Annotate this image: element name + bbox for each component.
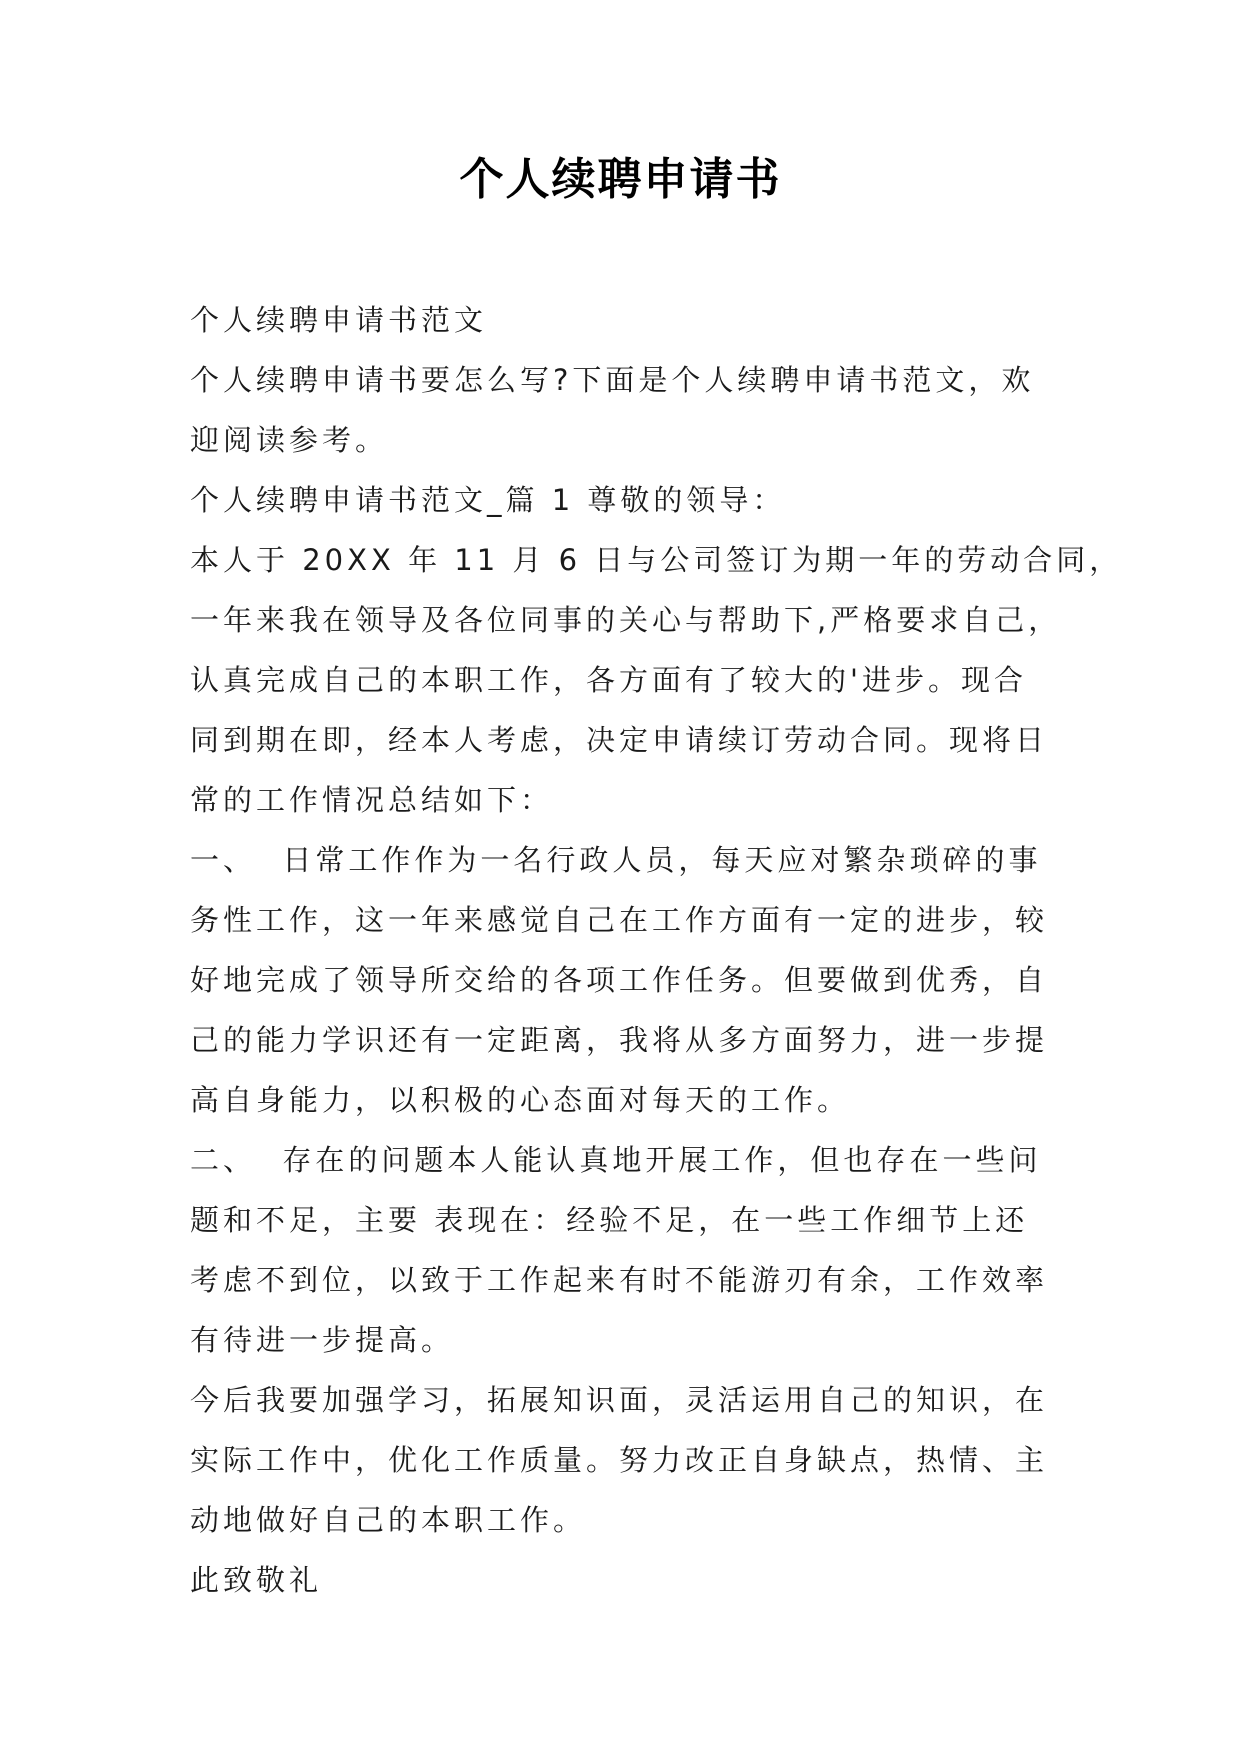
body-line: 二、 存在的问题本人能认真地开展工作，但也存在一些问 xyxy=(190,1143,1042,1177)
body-line: 迎阅读参考。 xyxy=(190,423,389,457)
body-line: 认真完成自己的本职工作，各方面有了较大的'进步。现合 xyxy=(190,663,1027,697)
body-line: 个人续聘申请书范文_篇 1 尊敬的领导： xyxy=(190,483,786,517)
body-line: 动地做好自己的本职工作。 xyxy=(190,1503,587,1537)
body-line: 今后我要加强学习，拓展知识面，灵活运用自己的知识，在 xyxy=(190,1383,1049,1417)
body-line: 好地完成了领导所交给的各项工作任务。但要做到优秀，自 xyxy=(190,963,1049,997)
body-line: 有待进一步提高。 xyxy=(190,1323,455,1357)
body-line: 务性工作，这一年来感觉自己在工作方面有一定的进步，较 xyxy=(190,903,1049,937)
document-body xyxy=(190,290,1123,1610)
body-line: 高自身能力，以积极的心态面对每天的工作。 xyxy=(190,1083,851,1117)
body-line: 个人续聘申请书要怎么写?下面是个人续聘申请书范文，欢 xyxy=(190,363,1035,397)
body-line: 考虑不到位，以致于工作起来有时不能游刃有余，工作效率 xyxy=(190,1263,1049,1297)
body-line: 一年来我在领导及各位同事的关心与帮助下,严格要求自己， xyxy=(190,603,1062,637)
document-title: 个人续聘申请书 xyxy=(459,154,782,205)
body-line: 此致敬礼 xyxy=(190,1563,323,1597)
body-line: 题和不足，主要 表现在：经验不足，在一些工作细节上还 xyxy=(190,1203,1029,1237)
body-line: 常的工作情况总结如下： xyxy=(190,783,554,817)
body-line: 同到期在即，经本人考虑，决定申请续订劳动合同。现将日 xyxy=(190,723,1049,757)
body-line: 实际工作中，优化工作质量。努力改正自身缺点，热情、主 xyxy=(190,1443,1049,1477)
body-line: 个人续聘申请书范文 xyxy=(190,303,488,337)
body-line: 一、 日常工作作为一名行政人员，每天应对繁杂琐碎的事 xyxy=(190,843,1042,877)
body-line: 己的能力学识还有一定距离，我将从多方面努力，进一步提 xyxy=(190,1023,1049,1057)
body-line: 本人于 20XX 年 11 月 6 日与公司签订为期一年的劳动合同， xyxy=(190,543,1123,577)
